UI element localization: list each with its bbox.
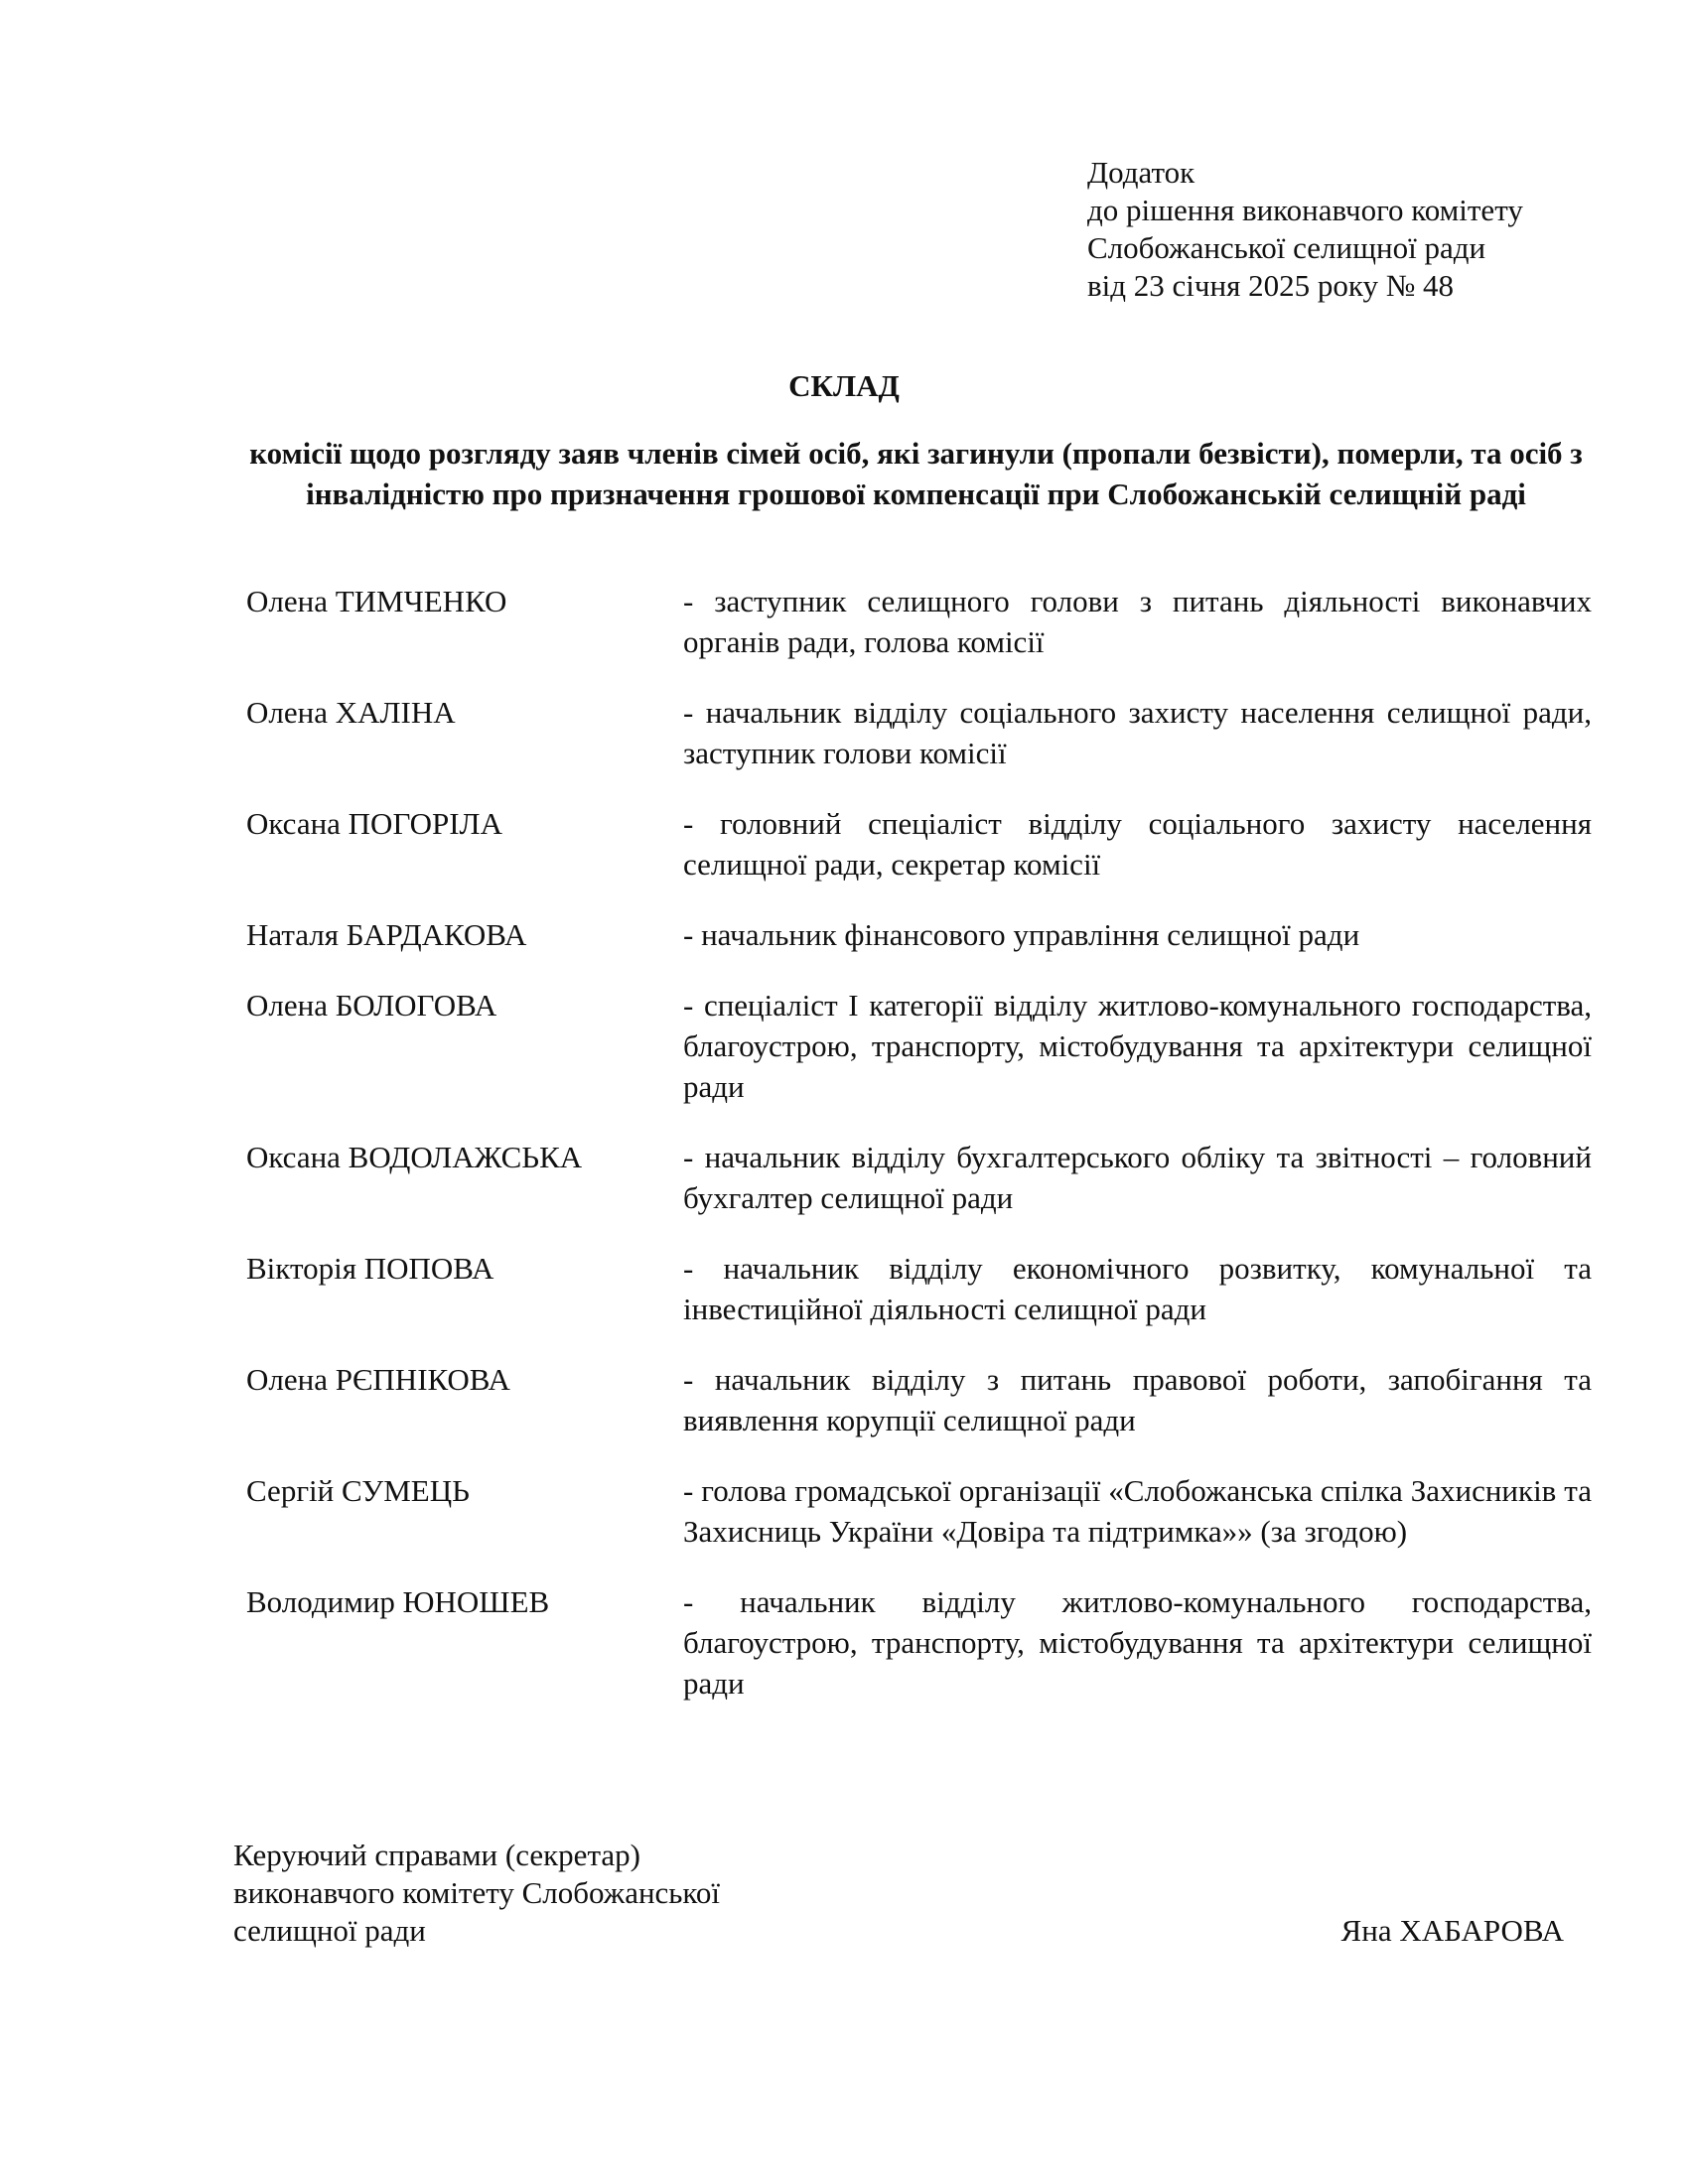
member-row: [246, 914, 1592, 955]
members-list: [246, 581, 1592, 1733]
annex-line-1: Додаток: [1087, 155, 1196, 190]
member-name: Вікторія ПОПОВА: [246, 1251, 494, 1286]
member-name: Олена ТИМЧЕНКО: [246, 584, 507, 618]
member-role: - начальник відділу економічного розвитку, комунальної та інвестиційної діяльності селищної ради: [683, 1251, 1592, 1326]
member-row: [246, 581, 1592, 662]
member-name: Володимир ЮНОШЕВ: [246, 1584, 550, 1619]
signer-name: Яна ХАБАРОВА: [1340, 1913, 1564, 1948]
member-name: Олена РЄПНІКОВА: [246, 1362, 510, 1397]
member-role: - начальник відділу соціального захисту населення селищної ради, заступник голови комісії: [683, 695, 1592, 770]
member-role: - начальник фінансового управління селищної ради: [683, 917, 1360, 952]
annex-line-2: до рішення виконавчого комітету: [1087, 193, 1523, 227]
member-role: - головний спеціаліст відділу соціального захисту населення селищної ради, секретар комісії: [683, 806, 1592, 882]
annex-block: [1087, 154, 1523, 305]
member-row: [246, 803, 1592, 885]
member-row: [246, 1581, 1592, 1704]
member-name: Наталя БАРДАКОВА: [246, 917, 527, 952]
annex-line-4: від 23 січня 2025 року № 48: [1087, 268, 1455, 303]
member-role: - начальник відділу житлово-комунального господарства, благоустрою, транспорту, містобудування та архітектури селищної ради: [683, 1584, 1592, 1701]
member-name: Оксана ПОГОРІЛА: [246, 806, 502, 841]
member-role: - начальник відділу з питань правової роботи, запобігання та виявлення корупції селищної ради: [683, 1362, 1592, 1437]
annex-line-3: Слобожанської селищної ради: [1087, 230, 1486, 265]
member-row: [246, 1359, 1592, 1440]
member-role: - спеціаліст І категорії відділу житлово-комунального господарства, благоустрою, транспорту, містобудування та архітектури селищної ради: [683, 988, 1592, 1104]
document-title: СКЛАД: [788, 368, 900, 403]
member-name: Сергій СУМЕЦЬ: [246, 1473, 470, 1508]
member-row: [246, 692, 1592, 773]
signature-line-1: Керуючий справами (секретар): [233, 1838, 640, 1872]
member-role: - голова громадської організації «Слобожанська спілка Захисників та Захисниць України «Довіра та підтримка»» (за згодою): [683, 1473, 1592, 1549]
document-subtitle: комісії щодо розгляду заяв членів сімей осіб, які загинули (пропали безвісти), померли, та осіб з інвалідністю про призначення грошової компенсації при Слобожанській селищній раді: [249, 436, 1583, 511]
signature-line-3: селищної ради: [233, 1913, 426, 1948]
signature-block: [233, 1837, 1564, 1950]
signature-line-2: виконавчого комітету Слобожанської: [233, 1875, 721, 1910]
member-role: - начальник відділу бухгалтерського обліку та звітності – головний бухгалтер селищної ради: [683, 1140, 1592, 1215]
member-name: Олена БОЛОГОВА: [246, 988, 497, 1023]
member-role: - заступник селищного голови з питань діяльності виконавчих органів ради, голова комісії: [683, 584, 1592, 659]
member-row: [246, 985, 1592, 1107]
member-name: Оксана ВОДОЛАЖСЬКА: [246, 1140, 583, 1174]
member-name: Олена ХАЛІНА: [246, 695, 456, 730]
member-row: [246, 1137, 1592, 1218]
member-row: [246, 1470, 1592, 1552]
member-row: [246, 1248, 1592, 1329]
